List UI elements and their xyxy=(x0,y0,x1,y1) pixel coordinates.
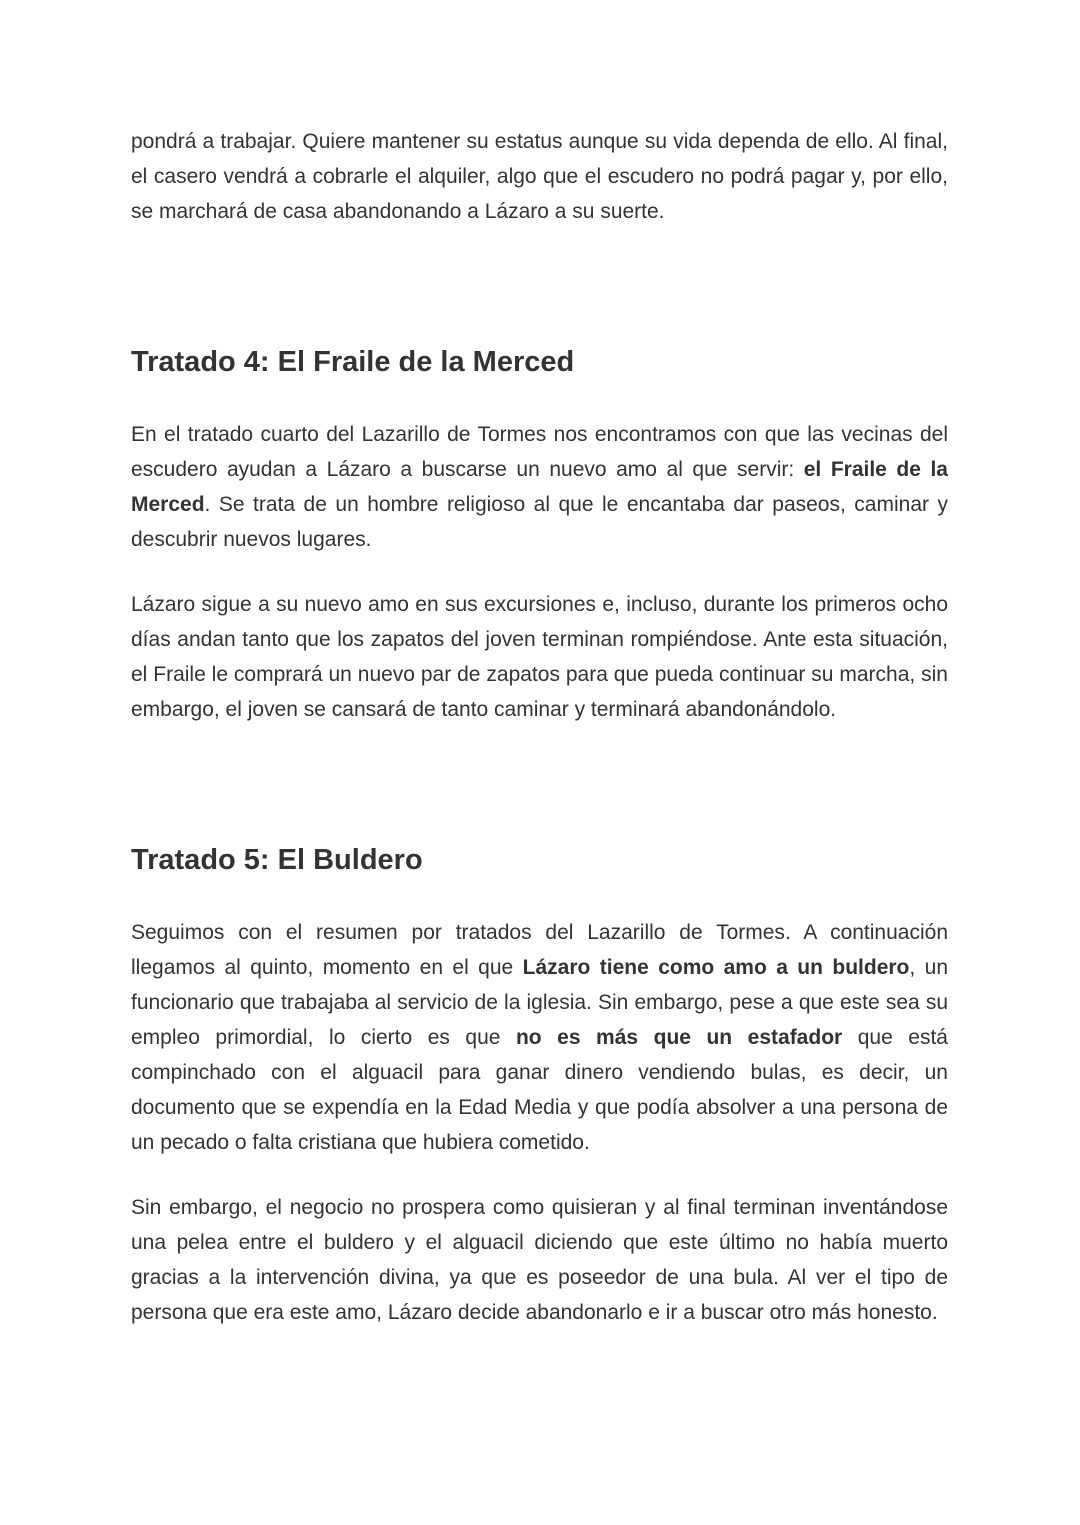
section-5-p1-bold-2: no es más que un estafador xyxy=(515,1026,843,1049)
section-4-p1-text-post: . Se trata de un hombre religioso al que le encantaba dar paseos, caminar y descubrir nuevos lugares. xyxy=(131,493,948,551)
section-5-p1-text-post: que está compinchado con el alguacil para ganar dinero vendiendo bulas, es decir, un documento que se expendía en la Edad Media y que podía absolver a una persona de un pecado o falta cristiana que hubiera cometido. xyxy=(131,1026,948,1154)
section-4-paragraph-1 xyxy=(131,417,948,557)
section-4-heading: Tratado 4: El Fraile de la Merced xyxy=(131,346,575,378)
section-4-paragraph-2: Lázaro sigue a su nuevo amo en sus excursiones e, incluso, durante los primeros ocho días andan tanto que los zapatos del joven terminan rompiéndose. Ante esta situación, el Fraile le comprará un nuevo par de zapatos para que pueda continuar su marcha, sin embargo, el joven se cansará de tanto caminar y terminará abandonándolo. xyxy=(131,593,948,721)
section-5-p1-bold-1: Lázaro tiene como amo a un buldero xyxy=(522,956,910,979)
section-5-heading: Tratado 5: El Buldero xyxy=(131,844,423,876)
section-5-paragraph-2: Sin embargo, el negocio no prospera como quisieran y al final terminan inventándose una pelea entre el buldero y el alguacil diciendo que este último no había muerto gracias a la intervención divina, ya que es poseedor de una bula. Al ver el tipo de persona que era este amo, Lázaro decide abandonarlo e ir a buscar otro más honesto. xyxy=(131,1196,948,1324)
intro-paragraph: pondrá a trabajar. Quiere mantener su estatus aunque su vida dependa de ello. Al final, el casero vendrá a cobrarle el alquiler, algo que el escudero no podrá pagar y, por ello, se marchará de casa abandonando a Lázaro a su suerte. xyxy=(131,130,948,223)
section-4-p1-text-pre: En el tratado cuarto del Lazarillo de Tormes nos encontramos con que las vecinas del escudero ayudan a Lázaro a buscarse un nuevo amo al que servir: xyxy=(131,423,948,481)
section-5-p1-text-mid: , un funcionario que trabajaba al servicio de la iglesia. Sin embargo, pese a que este sea su empleo primordial, lo cierto es que xyxy=(131,956,949,1049)
document-page xyxy=(131,124,948,1330)
section-5-paragraph-1 xyxy=(131,915,948,1160)
section-5-p1-text-pre: Seguimos con el resumen por tratados del Lazarillo de Tormes. A continuación llegamos al quinto, momento en el que xyxy=(131,921,948,979)
section-4-p1-bold: el Fraile de la Merced xyxy=(131,458,948,516)
